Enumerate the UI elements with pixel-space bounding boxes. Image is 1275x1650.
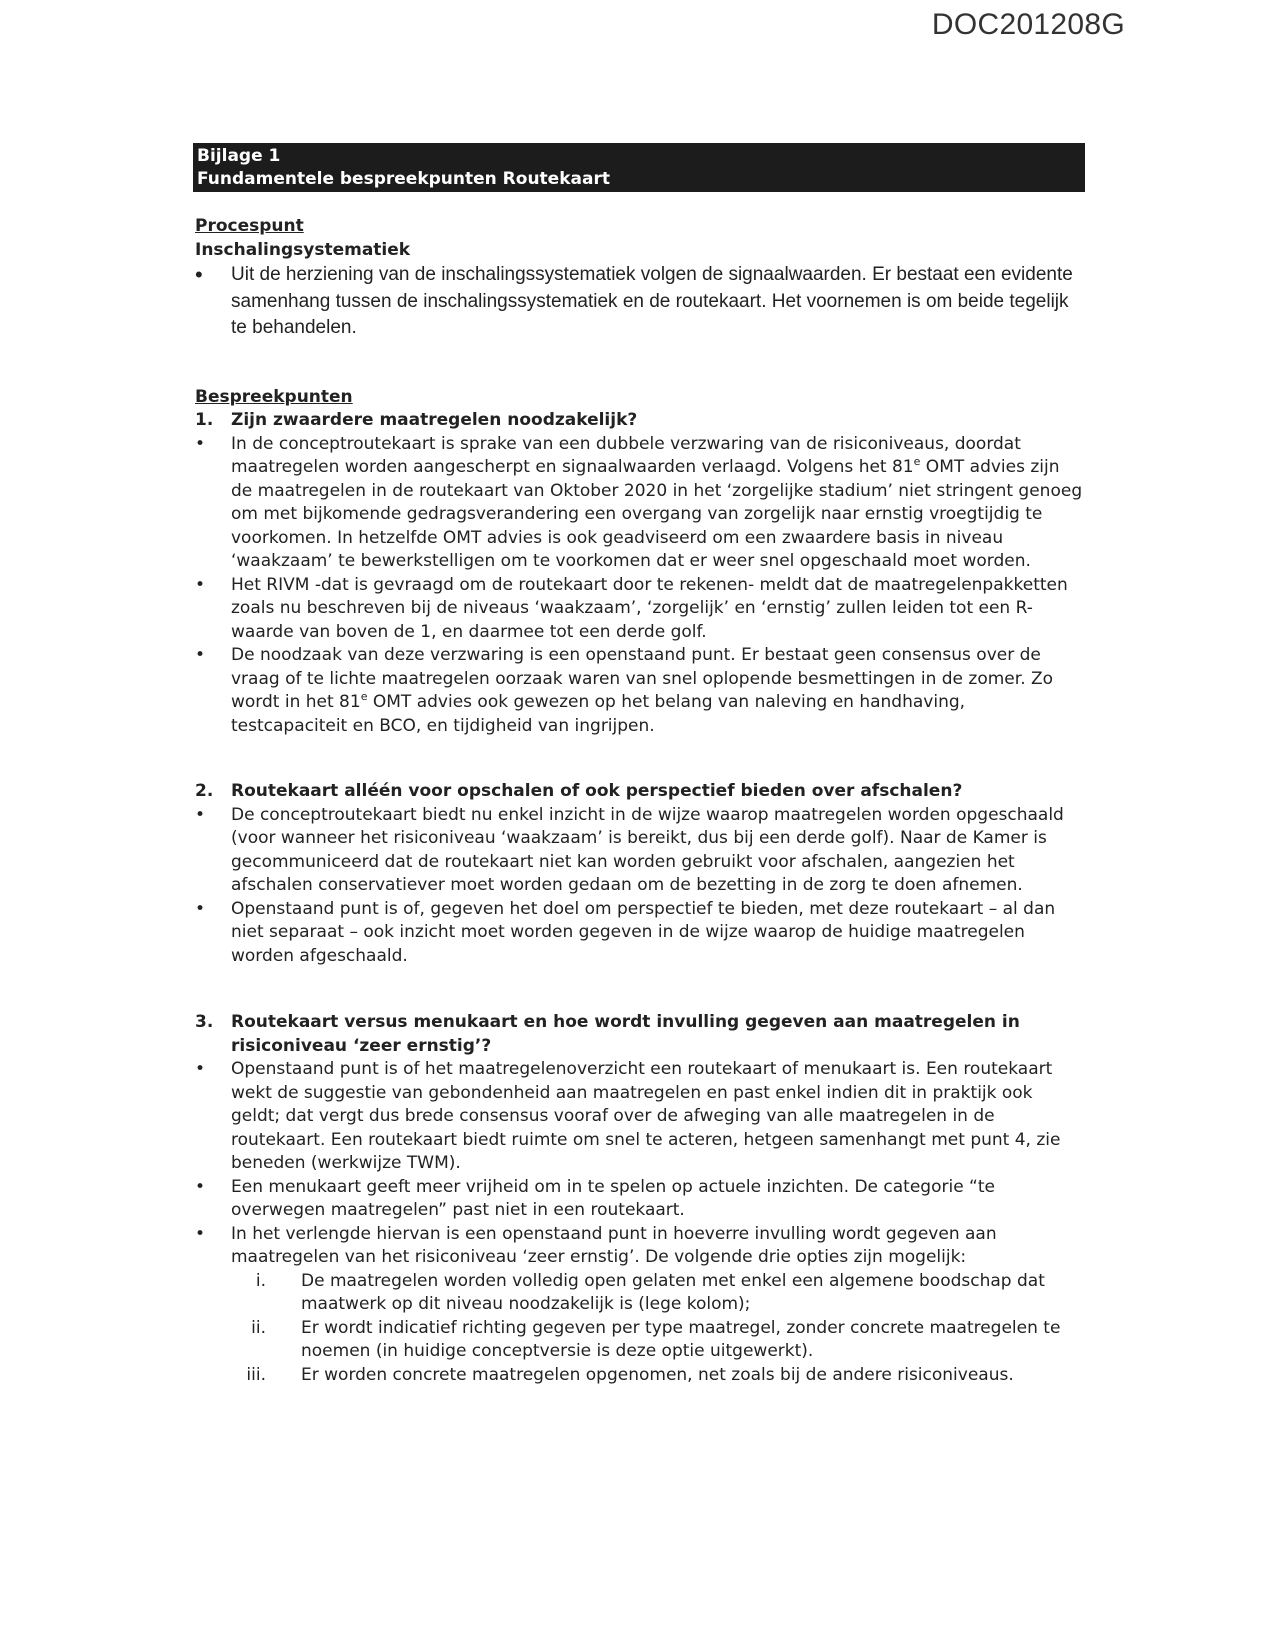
point-3-bullet-3: • In het verlengde hiervan is een openstaand punt in hoeverre invulling wordt gegeven aan maatregelen van het risiconiveau ‘zeer ernstig’. De volgende drie opties zijn mogelijk: bbox=[193, 1223, 1085, 1270]
point-3-list bbox=[193, 1058, 1085, 1270]
point-1-list bbox=[193, 433, 1085, 739]
point-2-bullet-2: • Openstaand punt is of, gegeven het doel om perspectief te bieden, met deze routekaart – al dan niet separaat – ook inzicht moet worden gegeven in de wijze waarop de huidige maatregelen worden afgeschaald. bbox=[193, 898, 1085, 969]
point-1-bullet-2: • Het RIVM -dat is gevraagd om de routekaart door te rekenen- meldt dat de maatregelenpakketten zoals nu beschreven bij de niveaus ‘waakzaam’, ‘zorgelijk’ en ‘ernstig’ zullen leiden tot een R-waarde van boven de 1, en daarmee tot een derde golf. bbox=[193, 574, 1085, 645]
point-3-bullet-1: • Openstaand punt is of het maatregelenoverzicht een routekaart of menukaart is. Een routekaart wekt de suggestie van gebondenheid aan maatregelen en past enkel indien dit in praktijk ook geldt; dat vergt dus brede consensus vooraf over de afweging van alle maatregelen in de routekaart. Een routekaart biedt ruimte om snel te acteren, hetgeen samenhangt met punt 4, zie beneden (werkwijze TWM). bbox=[193, 1058, 1085, 1176]
procespunt-list bbox=[193, 262, 1085, 342]
point-2-list bbox=[193, 804, 1085, 969]
point-2-title: Routekaart alléén voor opschalen of ook perspectief bieden over afschalen? bbox=[231, 781, 963, 801]
procespunt-heading: Procespunt bbox=[195, 216, 304, 236]
option-text: De maatregelen worden volledig open gelaten met enkel een algemene boodschap dat maatwerk op dit niveau noodzakelijk is (lege kolom); bbox=[301, 1270, 1045, 1314]
banner-line-2: Fundamentele bespreekpunten Routekaart bbox=[197, 169, 610, 189]
bespreekpunten-heading: Bespreekpunten bbox=[195, 386, 353, 407]
procespunt-subheading: Inschalingsystematiek bbox=[195, 239, 411, 260]
document-body bbox=[193, 143, 1085, 1387]
option-item bbox=[193, 1270, 1085, 1317]
option-numeral: i. bbox=[255, 1270, 266, 1291]
option-item bbox=[193, 1364, 1085, 1388]
procespunt-bullet: • Uit de herziening van de inschalingssystematiek volgen de signaalwaarden. Er bestaat een evidente samenhang tussen de inschalingssystematiek en de routekaart. Het voornemen is om beide tegelijk te behandelen. bbox=[193, 262, 1085, 342]
point-3-number: 3. bbox=[195, 1012, 214, 1032]
option-text: Er wordt indicatief richting gegeven per type maatregel, zonder concrete maatregelen te noemen (in huidige conceptversie is deze optie uitgewerkt). bbox=[301, 1317, 1061, 1361]
option-numeral: iii. bbox=[246, 1364, 266, 1385]
option-text: Er worden concrete maatregelen opgenomen, net zoals bij de andere risiconiveaus. bbox=[301, 1364, 1014, 1385]
section-banner bbox=[193, 143, 1085, 192]
point-3-heading bbox=[193, 1011, 1085, 1058]
point-3-title: Routekaart versus menukaart en hoe wordt invulling gegeven aan maatregelen in risiconiveau ‘zeer ernstig’? bbox=[231, 1012, 1020, 1056]
option-item bbox=[193, 1317, 1085, 1364]
point-1-heading bbox=[193, 409, 1085, 433]
document-id: DOC201208G bbox=[931, 8, 1125, 41]
banner-line-1: Bijlage 1 bbox=[197, 146, 281, 166]
options-list bbox=[193, 1270, 1085, 1388]
point-2-heading bbox=[193, 780, 1085, 804]
point-2-bullet-1: • De conceptroutekaart biedt nu enkel inzicht in de wijze waarop maatregelen worden opgeschaald (voor wanneer het risiconiveau ‘waakzaam’ is bereikt, dus bij een derde golf). Naar de Kamer is gecommuniceerd dat de routekaart niet kan worden gebruikt voor afschalen, aangezien het afschalen conservatiever moet worden gedaan om de bezetting in de zorg te doen afnemen. bbox=[193, 804, 1085, 898]
point-1-bullet-1: • In de conceptroutekaart is sprake van een dubbele verzwaring van de risiconiveaus, doordat maatregelen worden aangescherpt en signaalwaarden verlaagd. Volgens het 81e OMT advies zijn de maatregelen in de routekaart van Oktober 2020 in het ‘zorgelijke stadium’ niet stringent genoeg om met bijkomende gedragsverandering een overgang van zorgelijk naar ernstig vroegtijdig te voorkomen. In hetzelfde OMT advies is ook geadviseerd om een zwaardere basis in niveau ‘waakzaam’ te bewerkstelligen om te voorkomen dat er weer snel opgeschaald moet worden. bbox=[193, 433, 1085, 574]
point-2-number: 2. bbox=[195, 781, 214, 801]
point-1-number: 1. bbox=[195, 410, 214, 430]
option-numeral: ii. bbox=[251, 1317, 266, 1338]
point-1-bullet-3: • De noodzaak van deze verzwaring is een openstaand punt. Er bestaat geen consensus over de vraag of te lichte maatregelen oorzaak waren van snel oplopende besmettingen in de zomer. Zo wordt in het 81e OMT advies ook gewezen op het belang van naleving en handhaving, testcapaciteit en BCO, en tijdigheid van ingrijpen. bbox=[193, 644, 1085, 738]
point-1-title: Zijn zwaardere maatregelen noodzakelijk? bbox=[231, 410, 638, 430]
point-3-bullet-2: • Een menukaart geeft meer vrijheid om in te spelen op actuele inzichten. De categorie “te overwegen maatregelen” past niet in een routekaart. bbox=[193, 1176, 1085, 1223]
